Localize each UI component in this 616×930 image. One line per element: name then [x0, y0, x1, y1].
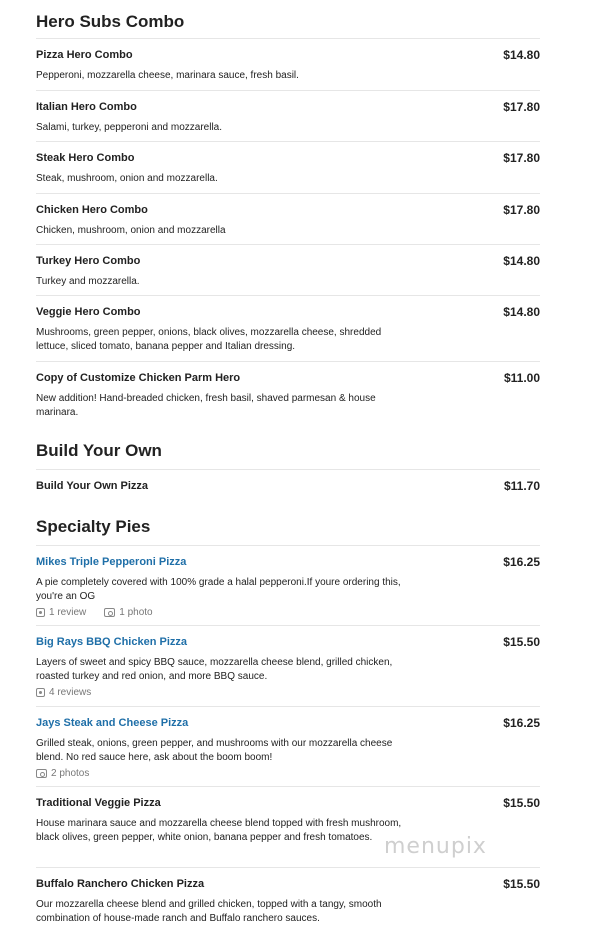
menu-item[interactable]: [36, 626, 540, 707]
review-icon: [36, 608, 45, 617]
camera-icon: [104, 608, 115, 617]
menu-item[interactable]: [36, 296, 540, 362]
item-meta: [36, 687, 91, 698]
review-count[interactable]: 1 review: [49, 607, 87, 618]
section-title-hero-subs: Hero Subs Combo: [36, 0, 540, 39]
item-price: $16.25: [503, 555, 540, 569]
photo-count[interactable]: 2 photos: [51, 768, 90, 779]
menu-item[interactable]: [36, 546, 540, 626]
item-price: $14.80: [503, 305, 540, 319]
item-price: $14.80: [503, 48, 540, 62]
menu-item[interactable]: [36, 245, 540, 296]
menu-item[interactable]: [36, 39, 540, 91]
item-name-link[interactable]: Jays Steak and Cheese Pizza: [36, 717, 189, 729]
item-name: Copy of Customize Chicken Parm Hero: [36, 372, 241, 384]
item-description: House marinara sauce and mozzarella cheese blend topped with fresh mushroom, black olives, green pepper, white onion, banana pepper and fresh tomatoes.: [36, 818, 402, 843]
item-description: Our mozzarella cheese blend and grilled chicken, topped with a tangy, smooth combination of house-made ranch and Buffalo ranchero sauces.: [36, 899, 382, 924]
item-description: Mushrooms, green pepper, onions, black olives, mozzarella cheese, shredded lettuce, sliced tomato, banana pepper and Italian dressing.: [36, 327, 382, 352]
item-meta: [36, 607, 153, 618]
photo-count[interactable]: 1 photo: [119, 607, 153, 618]
item-name: Italian Hero Combo: [36, 101, 137, 113]
item-description: Chicken, mushroom, onion and mozzarella: [36, 225, 226, 236]
menu-page: [36, 0, 540, 930]
item-price: $14.80: [503, 254, 540, 268]
review-count[interactable]: 4 reviews: [49, 687, 92, 698]
item-description: Layers of sweet and spicy BBQ sauce, mozzarella cheese blend, grilled chicken, roasted turkey and red onion, and more BBQ sauce.: [36, 657, 393, 682]
item-price: $17.80: [503, 203, 540, 217]
menu-item[interactable]: [36, 470, 540, 502]
item-description: New addition! Hand-breaded chicken, fresh basil, shaved parmesan & house marinara.: [36, 393, 376, 418]
watermark-logo: menupix: [384, 834, 487, 859]
item-name-link[interactable]: Mikes Triple Pepperoni Pizza: [36, 556, 187, 568]
item-name: Build Your Own Pizza: [36, 480, 149, 492]
menu-item[interactable]: [36, 142, 540, 194]
menu-item[interactable]: [36, 362, 540, 424]
section-title-specialty-pies: Specialty Pies: [36, 507, 540, 546]
item-price: $16.25: [503, 716, 540, 730]
item-description: Steak, mushroom, onion and mozzarella.: [36, 173, 218, 184]
menu-item[interactable]: [36, 91, 540, 142]
item-price: $15.50: [503, 877, 540, 891]
item-description: A pie completely covered with 100% grade a halal pepperoni.If youre ordering this, you're an OG: [36, 577, 401, 602]
item-description: Pepperoni, mozzarella cheese, marinara sauce, fresh basil.: [36, 70, 299, 81]
item-price: $15.50: [503, 635, 540, 649]
item-name: Pizza Hero Combo: [36, 49, 133, 61]
item-price: $17.80: [503, 151, 540, 165]
item-description: Grilled steak, onions, green pepper, and mushrooms with our mozzarella cheese blend. No red sauce here, ask about the boom boom!: [36, 738, 393, 763]
item-name: Turkey Hero Combo: [36, 255, 141, 267]
review-icon: [36, 688, 45, 697]
item-meta: [36, 768, 89, 779]
item-name: Buffalo Ranchero Chicken Pizza: [36, 878, 205, 890]
camera-icon: [36, 769, 47, 778]
item-name: Steak Hero Combo: [36, 152, 135, 164]
section-title-build-your-own: Build Your Own: [36, 431, 540, 470]
item-name: Chicken Hero Combo: [36, 204, 148, 216]
item-description: Salami, turkey, pepperoni and mozzarella.: [36, 122, 223, 133]
item-price: $11.70: [503, 479, 540, 493]
item-name-link[interactable]: Big Rays BBQ Chicken Pizza: [36, 636, 187, 648]
item-name: Traditional Veggie Pizza: [36, 797, 161, 809]
menu-item[interactable]: [36, 868, 540, 930]
item-name: Veggie Hero Combo: [36, 306, 141, 318]
item-price: $11.00: [503, 371, 540, 385]
menu-item[interactable]: [36, 707, 540, 787]
menu-item[interactable]: [36, 194, 540, 245]
item-price: $15.50: [503, 796, 540, 810]
item-price: $17.80: [503, 100, 540, 114]
item-description: Turkey and mozzarella.: [36, 276, 140, 287]
